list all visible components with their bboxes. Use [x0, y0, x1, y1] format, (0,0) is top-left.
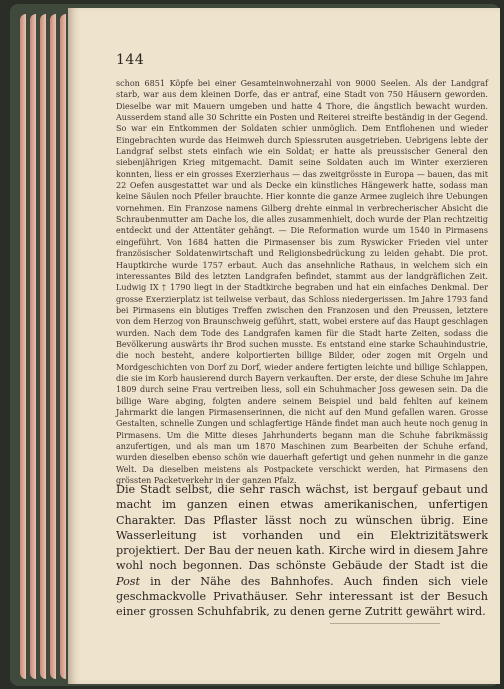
page-edge	[30, 14, 36, 679]
body-text-part: in der Nähe des Bahnhofes. Auch finden sich viele geschmackvolle Privathäuser. Sehr interessant ist der Besuch einer grossen Schuhfabrik, zu denen gerne Zutritt gewährt wird.	[116, 574, 488, 619]
small-print-paragraph: schon 6851 Köpfe bei einer Gesamteinwohnerzahl von 9000 Seelen. Als der Landgraf starb, war aus dem kleinen Dorfe, das er antraf, eine Stadt von 750 Häusern geworden. Dieselbe war mit Mauern umgeben und hatte 4 Thore, die ängstlich bewacht wurden. Ausserdem stand alle 30 Schritte ein Posten und Reiterei streifte beständig in der Gegend. So war ein Entkommen der Soldaten schier unmöglich. Dem Entflohenen und wieder Eingebrachten wurde das Heimweh durch Spiessruten ausgetrieben. Uebrigens lebte der Landgraf selbst stets einfach wie ein Soldat; er hatte als preussischer General den siebenjährigen Krieg mitgemacht. Damit seine Soldaten auch im Winter exerzieren konnten, liess er ein grosses Exerzierhaus — das zweitgrösste in Europa — bauen, das mit 22 Oefen ausgestattet war und als Decke ein künstliches Hängewerk hatte, sodass man keine Säulen noch Pfeiler brauchte. Hier konnte die ganze Armee zugleich ihre Uebungen vornehmen. Ein Franzose namens Gilberg drehte einmal in verbrecherischer Absicht die Schraubenmutter am Dache los, die alles zusammenhielt, doch wurde der Plan rechtzeitig entdeckt und der Attentäter gehängt. — Die Reformation wurde um 1540 in Pirmasens eingeführt. Von 1684 hatten die Pirmasenser bis zum Ryswicker Frieden viel unter französischer Soldatenwirtschaft und Religionsbedrückung zu leiden gehabt. Die prot. Hauptkirche wurde 1757 erbaut. Auch das ansehnliche Rathaus, in welchem sich ein interessantes Bild des letzten Landgrafen befindet, stammt aus der landgräflichen Zeit. Ludwig IX † 1790 liegt in der Stadtkirche begraben und hat ein einfaches Denkmal. Der grosse Exerzierplatz ist teilweise verbaut, das Schloss niedergerissen. Im Jahre 1793 fand bei Pirmasens ein blutiges Treffen zwischen den Franzosen und den Preussen, letztere von dem Herzog von Braunschweig geführt, statt, wobei erstere auf das Haupt geschlagen wurden. Nach dem Tode des Landgrafen kamen für die Stadt harte Zeiten, sodass die Bevölkerung auswärts ihr Brod suchen musste. Es entstand eine starke Schauhindustrie, die noch besteht, andere kolportierten billige Bilder, oder zogen mit Orgeln und Mordgeschichten von Dorf zu Dorf, wieder andere fertigten leichte und billige Schlappen, die sie im Korb hausierend durch Bayern verkauften. Der erste, der diese Schuhe im Jahre 1809 durch seine Frau vertreiben liess, soll ein Schuhmacher Joss gewesen sein. Da die billige Ware abging, folgten andere seinem Beispiel und bald fehlten auf keinem Jahrmarkt die langen Pirmasenserinnen, die nicht auf den Mund gefallen waren. Grosse Gestalten, schnelle Zungen und schlagfertige Hände findet man auch heute noch genug in Pirmasens. Um die Mitte dieses Jahrhunderts begann man die Schuhe fabrikmässig anzufertigen, und als man um 1870 Maschinen zum Bearbeiten der Schuhe erfand, wurden dieselben ebenso schön wie dauerhaft gefertigt und gehen nunmehr in die ganze Welt. Da dieselben meistens als Postpackete verschickt werden, hat Pirmasens den grössten Packetverkehr in der ganzen Pfalz.	[116, 79, 488, 486]
italic-post-word: Post	[116, 574, 141, 588]
page-edge	[60, 14, 66, 679]
body-paragraph	[116, 482, 488, 619]
page-edge	[40, 14, 46, 679]
page-edge	[20, 14, 26, 679]
page-edge	[50, 14, 56, 679]
page-number: 144	[116, 52, 145, 68]
book-page	[68, 8, 500, 684]
body-text-part: Die Stadt selbst, die sehr rasch wächst, ist bergauf gebaut und macht im ganzen einen etwas amerikanischen, unfertigen Charakter. Das Pflaster lässt noch zu wünschen übrig. Eine Wasserleitung ist vorhanden und ein Elektrizitätswerk projektiert. Der Bau der neuen kath. Kirche wird in diesem Jahre wohl noch begonnen. Das schönste Gebäude der Stadt ist die	[116, 483, 488, 573]
divider-rule	[330, 623, 440, 624]
